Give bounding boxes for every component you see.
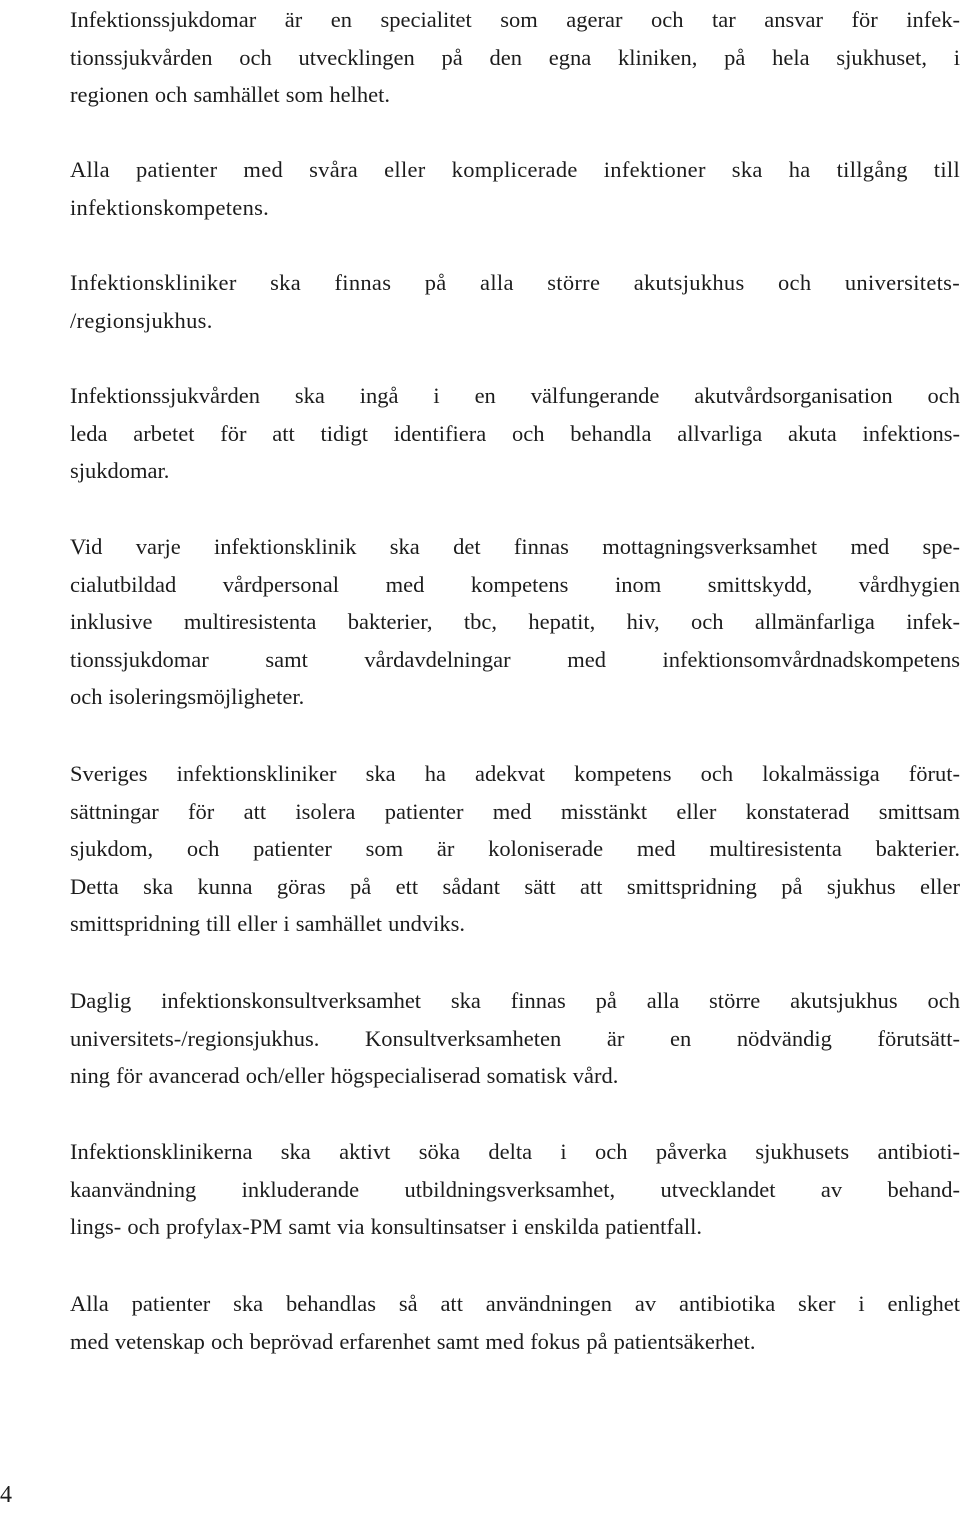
text-line: kaanvändning inkluderande utbildningsverksamhet, utvecklandet av behand- xyxy=(70,1176,960,1202)
text-line: /regionsjukhus. xyxy=(70,307,213,333)
paragraph-1 xyxy=(70,1,960,114)
text-line: lings- och profylax-PM samt via konsultinsatser i enskilda patientfall. xyxy=(70,1214,703,1239)
paragraph-8 xyxy=(70,1133,960,1246)
text-line: Detta ska kunna göras på ett sådant sätt att smittspridning på sjukhus eller xyxy=(70,873,960,899)
paragraph-9 xyxy=(70,1285,960,1360)
text-line: infektionskompetens. xyxy=(70,194,270,220)
text-line: med vetenskap och beprövad erfarenhet samt med fokus på patientsäkerhet. xyxy=(70,1328,756,1354)
text-line: Sveriges infektionskliniker ska ha adekvat kompetens och lokalmässiga förut- xyxy=(70,761,960,786)
text-line: leda arbetet för att tidigt identifiera och behandla allvarliga akuta infektions- xyxy=(70,420,960,446)
text-line: Infektionskliniker ska finnas på alla större akutsjukhus och universitets- xyxy=(70,270,960,295)
text-line: sjukdomar. xyxy=(70,458,170,483)
text-line: Vid varje infektionsklinik ska det finnas mottagningsverksamhet med spe- xyxy=(70,534,960,559)
text-line: sjukdom, och patienter som är koloniserade med multiresistenta bakterier. xyxy=(70,836,960,861)
paragraph-4 xyxy=(70,377,960,490)
text-line: Daglig infektionskonsultverksamhet ska finnas på alla större akutsjukhus och xyxy=(70,988,960,1013)
text-line: Infektionsklinikerna ska aktivt söka delta i och påverka sjukhusets antibioti- xyxy=(70,1139,960,1164)
text-line: smittspridning till eller i samhället undviks. xyxy=(70,911,465,936)
paragraph-2 xyxy=(70,151,960,226)
text-line: ning för avancerad och/eller högspecialiserad somatisk vård. xyxy=(70,1063,619,1088)
text-line: sättningar för att isolera patienter med misstänkt eller konstaterad smittsam xyxy=(70,798,960,824)
text-line: cialutbildad vårdpersonal med kompetens inom smittskydd, vårdhygien xyxy=(70,571,960,597)
text-line: inklusive multiresistenta bakterier, tbc, hepatit, hiv, och allmänfarliga infek- xyxy=(70,609,960,634)
paragraph-7 xyxy=(70,982,960,1095)
text-line: Alla patienter med svåra eller komplicerade infektioner ska ha tillgång till xyxy=(70,157,960,182)
paragraph-6 xyxy=(70,755,960,943)
page-number: 4 xyxy=(0,1482,12,1508)
text-line: tionssjukdomar samt vårdavdelningar med infektionsomvårdnadskompetens xyxy=(70,646,960,672)
text-line: tionssjukvården och utvecklingen på den egna kliniken, på hela sjukhuset, i xyxy=(70,44,960,70)
paragraph-3 xyxy=(70,264,960,339)
text-line: och isoleringsmöjligheter. xyxy=(70,684,305,709)
paragraph-5 xyxy=(70,528,960,716)
text-line: Infektionssjukvården ska ingå i en välfungerande akutvårdsorganisation och xyxy=(70,383,960,408)
text-line: universitets-/regionsjukhus. Konsultverksamheten är en nödvändig förutsätt- xyxy=(70,1025,960,1051)
text-line: Infektionssjukdomar är en specialitet som agerar och tar ansvar för infek- xyxy=(70,7,960,32)
text-line: regionen och samhället som helhet. xyxy=(70,82,391,107)
text-line: Alla patienter ska behandlas så att användningen av antibiotika sker i enlighet xyxy=(70,1291,960,1316)
